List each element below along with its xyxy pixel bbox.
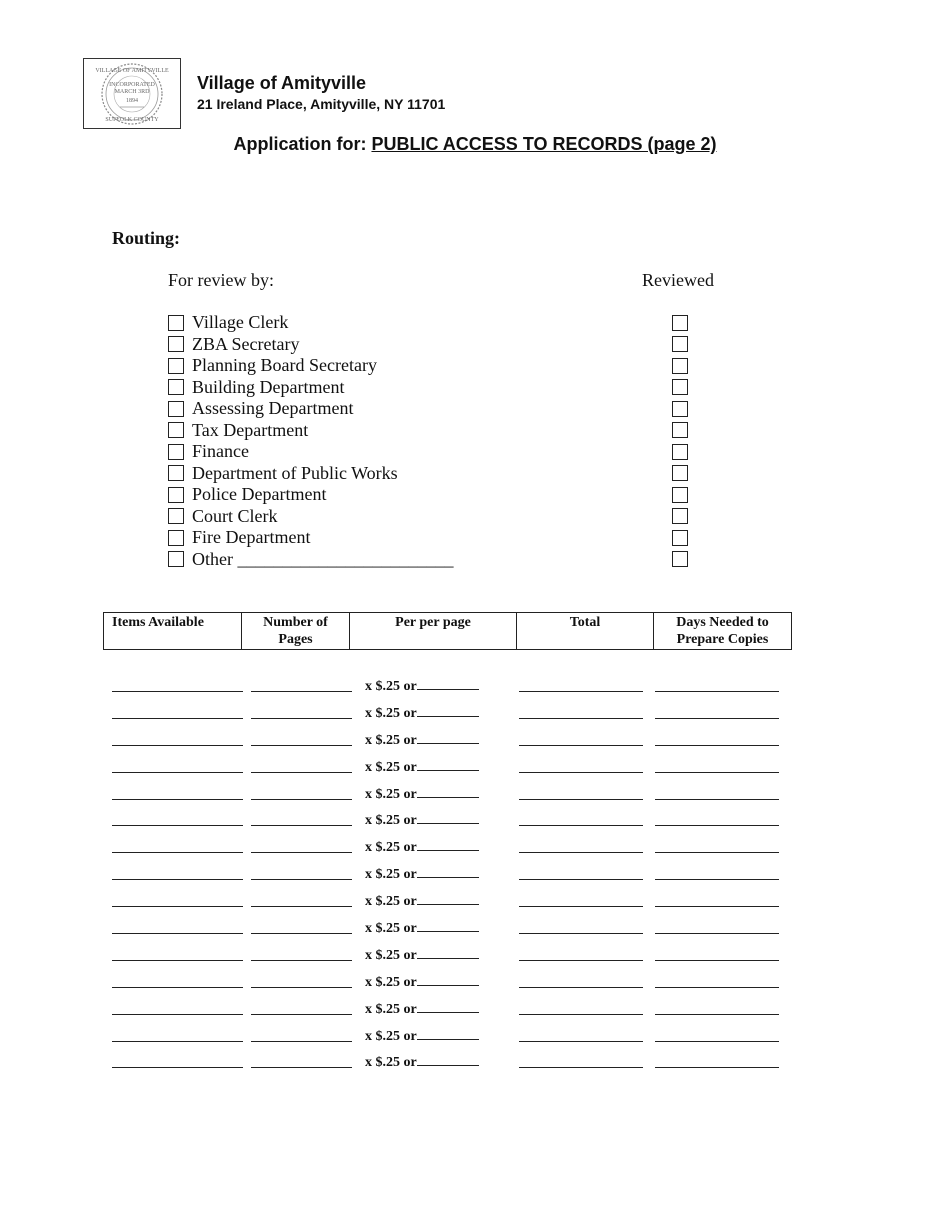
reviewed-row [672,441,688,463]
item-blank[interactable] [112,852,243,853]
rate-cell [365,704,479,722]
review-by-checkbox[interactable] [168,336,184,352]
entry-row [0,997,950,1024]
col-total: Total [517,613,654,650]
seal-icon [90,62,174,126]
pages-blank[interactable] [251,772,352,773]
department-label: ZBA Secretary [192,333,300,354]
rate-text: x $.25 or [365,813,417,829]
entry-row [0,835,950,862]
pages-blank[interactable] [251,799,352,800]
rate-text: x $.25 or [365,705,417,721]
rate-text: x $.25 or [365,947,417,963]
rate-cell [365,1053,479,1071]
rate-cell [365,946,479,964]
item-blank[interactable] [112,1014,243,1015]
total-blank[interactable] [519,852,643,853]
rate-blank[interactable] [417,811,479,824]
rate-cell [365,677,479,695]
rate-text: x $.25 or [365,1055,417,1071]
total-blank[interactable] [519,799,643,800]
department-label: Building Department [192,376,345,397]
reviewed-checkbox[interactable] [672,358,688,374]
rate-text: x $.25 or [365,867,417,883]
reviewed-checkbox[interactable] [672,401,688,417]
seal-bottom-text: SUFFOLK COUNTY [105,116,159,123]
department-label: Other ________________________ [192,548,454,569]
rate-cell [365,811,479,829]
reviewed-row [672,506,688,528]
reviewed-checkbox[interactable] [672,530,688,546]
item-blank[interactable] [112,960,243,961]
rate-blank[interactable] [417,785,479,798]
days-blank[interactable] [655,1067,779,1068]
entry-row [0,701,950,728]
item-blank[interactable] [112,718,243,719]
rate-cell [365,919,479,937]
entry-row [0,970,950,997]
days-blank[interactable] [655,987,779,988]
rate-blank[interactable] [417,892,479,905]
review-by-checkbox[interactable] [168,487,184,503]
pages-blank[interactable] [251,879,352,880]
review-by-checkbox[interactable] [168,465,184,481]
total-blank[interactable] [519,987,643,988]
rate-cell [365,1000,479,1018]
total-blank[interactable] [519,933,643,934]
department-item [168,334,453,356]
rate-text: x $.25 or [365,732,417,748]
reviewed-row [672,312,688,334]
reviewed-checkbox[interactable] [672,508,688,524]
reviewed-checkbox[interactable] [672,379,688,395]
pages-blank[interactable] [251,745,352,746]
routing-heading: Routing: [112,228,181,248]
seal-line1: INCORPORATED [109,81,155,88]
rate-text: x $.25 or [365,759,417,775]
department-item [168,527,453,549]
department-item [168,441,453,463]
item-blank[interactable] [112,879,243,880]
rate-text: x $.25 or [365,894,417,910]
days-blank[interactable] [655,1014,779,1015]
department-item [168,549,453,571]
reviewed-row [672,484,688,506]
total-blank[interactable] [519,960,643,961]
entry-row [0,889,950,916]
col-number-of-pages: Number of Pages [242,613,350,650]
rate-text: x $.25 or [365,921,417,937]
days-blank[interactable] [655,852,779,853]
item-blank[interactable] [112,745,243,746]
department-item [168,312,453,334]
reviewed-row [672,420,688,442]
pages-blank[interactable] [251,825,352,826]
total-blank[interactable] [519,906,643,907]
entry-row [0,862,950,889]
entry-row [0,728,950,755]
rate-blank[interactable] [417,758,479,771]
days-blank[interactable] [655,906,779,907]
total-blank[interactable] [519,1014,643,1015]
rate-cell [365,838,479,856]
pages-blank[interactable] [251,987,352,988]
item-blank[interactable] [112,691,243,692]
department-label: Department of Public Works [192,462,398,483]
review-by-checkbox[interactable] [168,379,184,395]
rate-cell [365,865,479,883]
org-name: Village of Amityville [197,73,367,93]
rate-text: x $.25 or [365,1028,417,1044]
total-blank[interactable] [519,879,643,880]
application-subject: PUBLIC ACCESS TO RECORDS (page 2) [371,134,717,154]
department-label: Court Clerk [192,505,278,526]
total-blank[interactable] [519,691,643,692]
review-by-checkbox[interactable] [168,551,184,567]
rate-blank[interactable] [417,731,479,744]
rate-blank[interactable] [417,1000,479,1013]
days-blank[interactable] [655,799,779,800]
pages-blank[interactable] [251,718,352,719]
entry-row [0,755,950,782]
entry-row [0,1024,950,1051]
items-entry-rows [0,674,950,1077]
reviewed-checkbox[interactable] [672,422,688,438]
reviewed-row [672,398,688,420]
pages-blank[interactable] [251,852,352,853]
department-list [168,312,453,570]
item-blank[interactable] [112,825,243,826]
reviewed-checkbox[interactable] [672,444,688,460]
review-by-checkbox[interactable] [168,401,184,417]
reviewed-row [672,463,688,485]
review-by-checkbox[interactable] [168,422,184,438]
days-blank[interactable] [655,960,779,961]
department-label: Tax Department [192,419,309,440]
department-label: Assessing Department [192,398,354,419]
total-blank[interactable] [519,772,643,773]
entry-row [0,916,950,943]
department-label: Finance [192,441,249,462]
reviewed-checkbox[interactable] [672,336,688,352]
pages-blank[interactable] [251,906,352,907]
reviewed-row [672,377,688,399]
rate-blank[interactable] [417,838,479,851]
rate-blank[interactable] [417,1053,479,1066]
seal-line2: MARCH 3RD [114,88,150,95]
entry-row [0,782,950,809]
item-blank[interactable] [112,772,243,773]
review-by-checkbox[interactable] [168,444,184,460]
reviewed-row [672,549,688,571]
seal-year: 1894 [126,97,138,104]
rate-text: x $.25 or [365,679,417,694]
days-blank[interactable] [655,745,779,746]
department-label: Planning Board Secretary [192,355,377,376]
review-by-checkbox[interactable] [168,315,184,331]
entry-row [0,674,950,701]
org-address: 21 Ireland Place, Amityville, NY 11701 [197,96,446,112]
review-by-checkbox[interactable] [168,358,184,374]
rate-blank[interactable] [417,865,479,878]
item-blank[interactable] [112,906,243,907]
review-by-label: For review by: [168,270,274,290]
department-item [168,484,453,506]
rate-text: x $.25 or [365,786,417,802]
reviewed-label: Reviewed [642,270,714,290]
reviewed-row [672,527,688,549]
item-blank[interactable] [112,987,243,988]
item-blank[interactable] [112,799,243,800]
days-blank[interactable] [655,1041,779,1042]
department-label: Police Department [192,484,327,505]
rate-text: x $.25 or [365,840,417,856]
days-blank[interactable] [655,933,779,934]
reviewed-checkbox-column [672,312,688,570]
department-item [168,377,453,399]
total-blank[interactable] [519,745,643,746]
rate-blank[interactable] [417,1027,479,1040]
rate-text: x $.25 or [365,1001,417,1017]
total-blank[interactable] [519,1067,643,1068]
total-blank[interactable] [519,1041,643,1042]
rate-blank[interactable] [417,677,479,690]
review-by-checkbox[interactable] [168,508,184,524]
department-item [168,355,453,377]
review-by-checkbox[interactable] [168,530,184,546]
application-prefix: Application for: [233,134,372,154]
pages-blank[interactable] [251,1014,352,1015]
pages-blank[interactable] [251,691,352,692]
reviewed-row [672,355,688,377]
days-blank[interactable] [655,879,779,880]
items-table-header [103,612,792,650]
col-days-needed: Days Needed to Prepare Copies [654,613,792,650]
pages-blank[interactable] [251,933,352,934]
rate-blank[interactable] [417,704,479,717]
department-item [168,420,453,442]
reviewed-checkbox[interactable] [672,465,688,481]
reviewed-checkbox[interactable] [672,551,688,567]
entry-row [0,943,950,970]
days-blank[interactable] [655,772,779,773]
item-blank[interactable] [112,1067,243,1068]
entry-row [0,1050,950,1077]
department-label: Village Clerk [192,312,289,333]
reviewed-checkbox[interactable] [672,487,688,503]
rate-cell [365,1027,479,1045]
department-item [168,463,453,485]
rate-cell [365,892,479,910]
department-label: Fire Department [192,527,311,548]
village-seal-logo [83,58,181,129]
rate-blank[interactable] [417,919,479,932]
rate-cell [365,758,479,776]
rate-text: x $.25 or [365,974,417,990]
department-item [168,398,453,420]
reviewed-row [672,334,688,356]
total-blank[interactable] [519,718,643,719]
item-blank[interactable] [112,933,243,934]
pages-blank[interactable] [251,1067,352,1068]
days-blank[interactable] [655,691,779,692]
total-blank[interactable] [519,825,643,826]
days-blank[interactable] [655,718,779,719]
rate-blank[interactable] [417,973,479,986]
col-per-page: Per per page [350,613,517,650]
pages-blank[interactable] [251,960,352,961]
col-items-available: Items Available [104,613,242,650]
reviewed-checkbox[interactable] [672,315,688,331]
rate-cell [365,973,479,991]
application-title [0,134,950,155]
rate-blank[interactable] [417,946,479,959]
days-blank[interactable] [655,825,779,826]
pages-blank[interactable] [251,1041,352,1042]
rate-cell [365,785,479,803]
rate-cell [365,731,479,749]
department-item [168,506,453,528]
item-blank[interactable] [112,1041,243,1042]
seal-top-text: VILLAGE OF AMITYVILLE [95,67,169,74]
entry-row [0,808,950,835]
